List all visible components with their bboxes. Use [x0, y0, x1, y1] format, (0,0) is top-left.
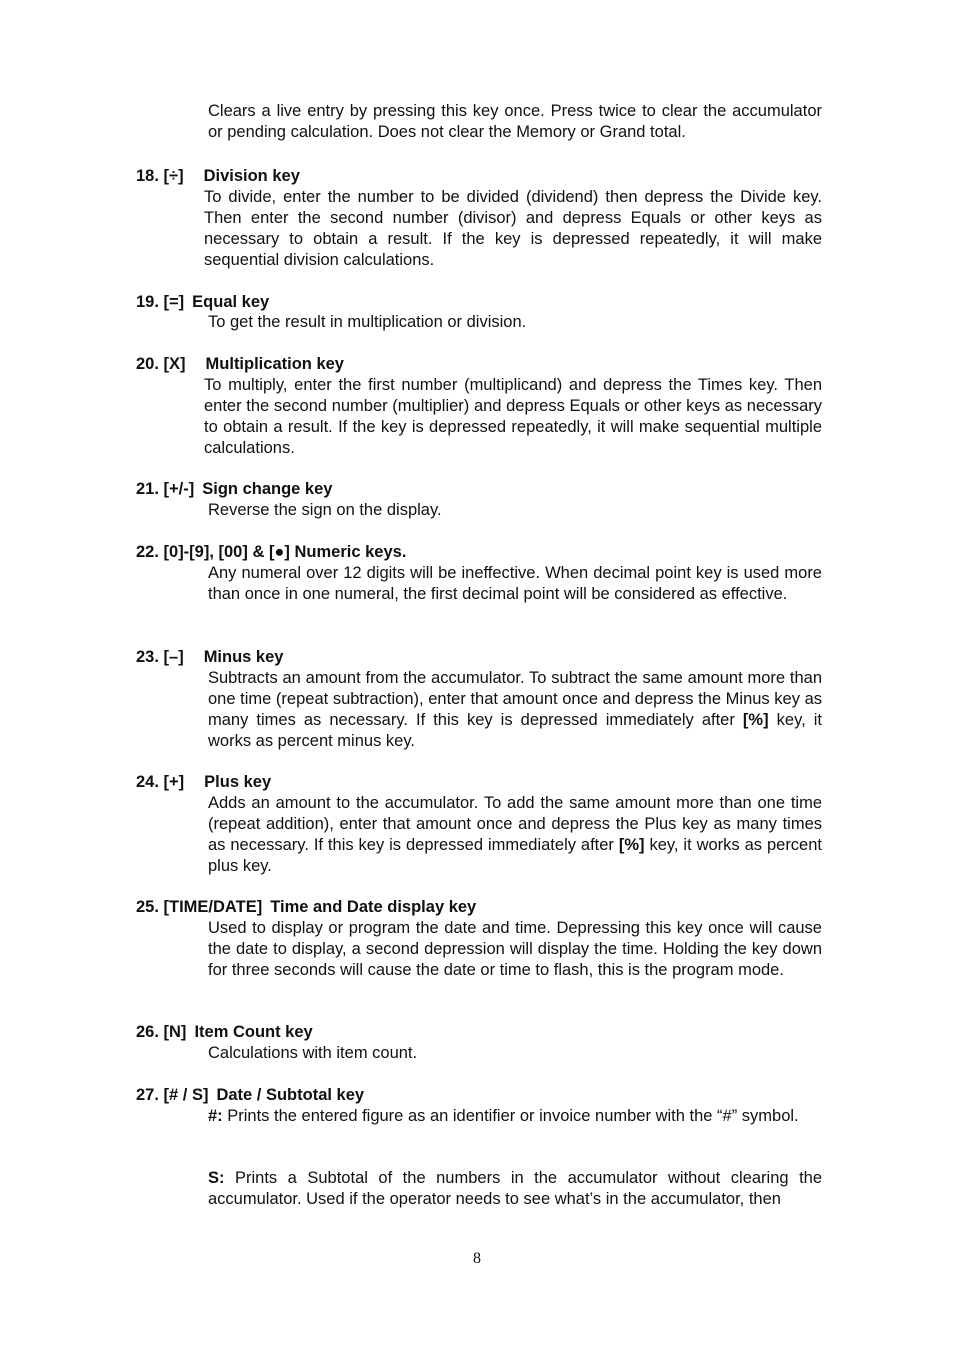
item-27-s-paragraph [208, 1168, 822, 1210]
item-27-hash-paragraph [204, 1106, 822, 1127]
item-23-heading [136, 647, 283, 668]
item-23-title: Minus key [203, 648, 284, 666]
item-20-heading [136, 354, 344, 375]
item-27-s-label: S: [208, 1169, 225, 1187]
item-19-title: Equal key [192, 293, 270, 311]
page-number: 8 [473, 1250, 481, 1267]
item-19-body: To get the result in multiplication or division. [208, 313, 527, 331]
item-23-body-text: Subtracts an amount from the accumulator. To subtract the same amount more than one time (repeat subtraction), enter that amount once and depress the Minus key as many times as necessary. If this key is depressed immediately after [208, 669, 822, 729]
intro-paragraph: Clears a live entry by pressing this key once. Press twice to clear the accumulator or pending calculation. Does not clear the Memory or Grand total. [208, 102, 822, 141]
item-21-heading [136, 479, 332, 500]
item-25-title: Time and Date display key [270, 898, 477, 916]
item-22-body: Any numeral over 12 digits will be ineffective. When decimal point key is used more than once in one numeral, the first decimal point will be considered as effective. [208, 564, 822, 603]
item-20-body: To multiply, enter the first number (multiplicand) and depress the Times key. Then enter the second number (multiplier) and depress Equals or other keys as necessary to obtain a result. If the key is depressed repeatedly, it will make sequential multiple calculations. [204, 376, 822, 457]
item-23-percent-key: [%] [742, 711, 769, 729]
item-24-body-text: Adds an amount to the accumulator. To add the same amount more than one time (repeat addition), enter that amount once and depress the Plus key as many times as necessary. If this key is depressed immediately after [208, 794, 822, 854]
item-24-title: Plus key [204, 773, 272, 791]
item-26-key: 26. [N] [136, 1023, 187, 1041]
item-18-body: To divide, enter the number to be divided (dividend) then depress the Divide key. Then enter the second number (divisor) and depress Equals or other keys as necessary to obtain a result. If the key is depressed repeatedly, it will make sequential division calculations. [204, 188, 822, 269]
item-24-body [208, 793, 822, 877]
item-27-s-text: Prints a Subtotal of the numbers in the accumulator without clearing the accumulator. Used if the operator needs to see what’s in the accumulator, then [208, 1169, 822, 1208]
item-26-heading [136, 1022, 313, 1043]
item-21-body: Reverse the sign on the display. [208, 501, 442, 519]
item-18-title: Division key [203, 167, 300, 185]
item-27-title: Date / Subtotal key [216, 1086, 365, 1104]
item-23-key: 23. [–] [136, 648, 184, 666]
item-22-heading [136, 542, 406, 563]
item-26-body: Calculations with item count. [208, 1044, 418, 1062]
item-18-heading [136, 166, 300, 187]
item-27-hash-text: Prints the entered figure as an identifier or invoice number with the “#” symbol. [222, 1107, 799, 1125]
item-19-heading [136, 292, 269, 313]
item-24-body-tail: key, it works as percent plus key. [208, 836, 822, 875]
item-25-body: Used to display or program the date and time. Depressing this key once will cause the date to display, a second depression will display the time. Holding the key down for three seconds will cause the date or time to flash, this is the program mode. [208, 919, 822, 979]
item-25-heading [136, 897, 476, 918]
item-27-heading [136, 1085, 364, 1106]
item-24-heading [136, 772, 271, 793]
item-20-title: Multiplication key [205, 355, 344, 373]
item-21-title: Sign change key [202, 480, 333, 498]
item-24-percent-key: [%] [618, 836, 645, 854]
item-20-key: 20. [X] [136, 355, 186, 373]
item-23-body [208, 668, 822, 752]
item-18-key: 18. [÷] [136, 167, 184, 185]
item-27-hash-label: #: [208, 1107, 223, 1125]
item-22-key: 22. [0]-[9], [00] & [●] [136, 543, 290, 561]
item-21-key: 21. [+/-] [136, 480, 195, 498]
item-23-body-tail: key, it works as percent minus key. [208, 711, 822, 750]
item-22-title: Numeric keys. [294, 543, 407, 561]
item-26-title: Item Count key [194, 1023, 313, 1041]
item-24-key: 24. [+] [136, 773, 185, 791]
item-25-key: 25. [TIME/DATE] [136, 898, 263, 916]
item-27-key: 27. [# / S] [136, 1086, 209, 1104]
item-19-key: 19. [=] [136, 293, 185, 311]
